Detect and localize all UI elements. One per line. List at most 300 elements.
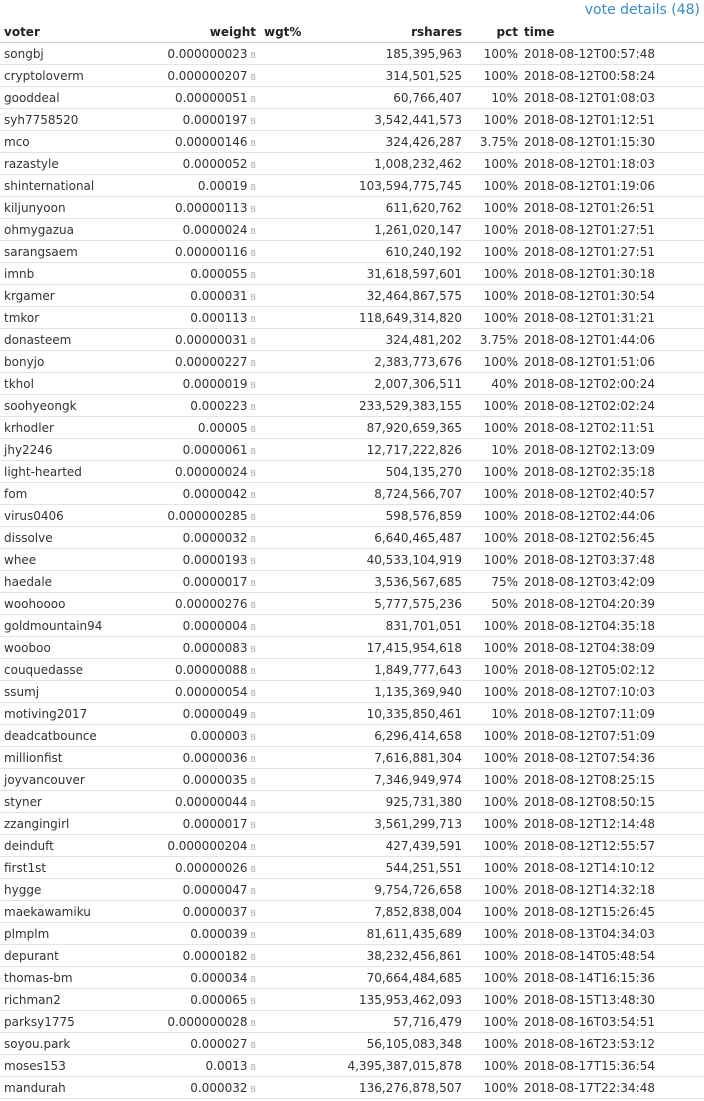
pct-cell: 10% (466, 87, 520, 109)
voter-cell[interactable]: bonyjo (0, 351, 130, 373)
voter-cell[interactable]: moses153 (0, 1055, 130, 1077)
weight-cell (130, 615, 260, 637)
pct-cell: 100% (466, 461, 520, 483)
voter-cell[interactable]: depurant (0, 945, 130, 967)
weight-cell (130, 681, 260, 703)
voter-cell[interactable]: maekawamiku (0, 901, 130, 923)
time-cell: 2018-08-12T01:30:54 (520, 285, 704, 307)
time-cell: 2018-08-12T14:32:18 (520, 879, 704, 901)
weight-value: 0.0000193 (182, 552, 248, 567)
weight-value: 0.000000207 (167, 68, 248, 83)
pct-cell: 100% (466, 285, 520, 307)
weight-unit: B (250, 336, 256, 346)
time-cell: 2018-08-12T02:56:45 (520, 527, 704, 549)
wgt-percent-cell (260, 417, 320, 439)
voter-cell[interactable]: deinduft (0, 835, 130, 857)
rshares-cell: 831,701,051 (320, 615, 466, 637)
wgt-percent-cell (260, 263, 320, 285)
weight-cell (130, 263, 260, 285)
time-cell: 2018-08-12T08:25:15 (520, 769, 704, 791)
voter-cell[interactable]: soohyeongk (0, 395, 130, 417)
voter-cell[interactable]: ohmygazua (0, 219, 130, 241)
table-row (0, 593, 704, 615)
rshares-cell: 185,395,963 (320, 43, 466, 65)
table-row (0, 131, 704, 153)
time-cell: 2018-08-14T05:48:54 (520, 945, 704, 967)
rshares-cell: 10,335,850,461 (320, 703, 466, 725)
weight-unit: B (250, 292, 256, 302)
time-cell: 2018-08-12T01:27:51 (520, 241, 704, 263)
rshares-cell: 5,777,575,236 (320, 593, 466, 615)
weight-value: 0.000055 (190, 266, 248, 281)
rshares-cell: 7,616,881,304 (320, 747, 466, 769)
weight-unit: B (250, 952, 256, 962)
table-row (0, 1033, 704, 1055)
rshares-cell: 118,649,314,820 (320, 307, 466, 329)
rshares-cell: 324,426,287 (320, 131, 466, 153)
rshares-cell: 32,464,867,575 (320, 285, 466, 307)
weight-unit: B (250, 160, 256, 170)
time-cell: 2018-08-12T07:11:09 (520, 703, 704, 725)
weight-cell (130, 813, 260, 835)
rshares-cell: 1,849,777,643 (320, 659, 466, 681)
time-cell: 2018-08-12T02:02:24 (520, 395, 704, 417)
table-row (0, 505, 704, 527)
pct-cell: 100% (466, 1077, 520, 1099)
weight-unit: B (250, 534, 256, 544)
wgt-percent-cell (260, 219, 320, 241)
table-row (0, 153, 704, 175)
weight-value: 0.00000044 (174, 794, 248, 809)
rshares-cell: 87,920,659,365 (320, 417, 466, 439)
table-row (0, 857, 704, 879)
time-cell: 2018-08-16T23:53:12 (520, 1033, 704, 1055)
table-row (0, 197, 704, 219)
voter-cell[interactable]: dissolve (0, 527, 130, 549)
time-cell: 2018-08-12T01:12:51 (520, 109, 704, 131)
time-cell: 2018-08-12T01:51:06 (520, 351, 704, 373)
weight-unit: B (250, 226, 256, 236)
rshares-cell: 3,542,441,573 (320, 109, 466, 131)
table-row (0, 879, 704, 901)
voter-cell[interactable]: whee (0, 549, 130, 571)
voter-cell[interactable]: couquedasse (0, 659, 130, 681)
time-cell: 2018-08-12T04:20:39 (520, 593, 704, 615)
pct-cell: 100% (466, 637, 520, 659)
weight-cell (130, 153, 260, 175)
weight-value: 0.00000031 (174, 332, 248, 347)
weight-cell (130, 329, 260, 351)
voter-cell[interactable]: krgamer (0, 285, 130, 307)
voter-cell[interactable]: hygge (0, 879, 130, 901)
voter-cell[interactable]: jhy2246 (0, 439, 130, 461)
weight-value: 0.00000054 (174, 684, 248, 699)
weight-value: 0.000000285 (167, 508, 248, 523)
weight-unit: B (250, 666, 256, 676)
wgt-percent-cell (260, 373, 320, 395)
weight-value: 0.00000024 (174, 464, 248, 479)
wgt-percent-cell (260, 241, 320, 263)
pct-cell: 100% (466, 879, 520, 901)
rshares-cell: 70,664,484,685 (320, 967, 466, 989)
time-cell: 2018-08-12T02:13:09 (520, 439, 704, 461)
table-row (0, 549, 704, 571)
pct-cell: 100% (466, 65, 520, 87)
time-cell: 2018-08-12T01:26:51 (520, 197, 704, 219)
weight-cell (130, 593, 260, 615)
rshares-cell: 544,251,551 (320, 857, 466, 879)
weight-cell (130, 241, 260, 263)
voter-cell[interactable]: richman2 (0, 989, 130, 1011)
rshares-cell: 136,276,878,507 (320, 1077, 466, 1099)
rshares-cell: 7,346,949,974 (320, 769, 466, 791)
weight-value: 0.00000026 (174, 860, 248, 875)
time-cell: 2018-08-12T01:19:06 (520, 175, 704, 197)
table-row (0, 43, 704, 65)
weight-unit: B (250, 116, 256, 126)
voter-cell[interactable]: mandurah (0, 1077, 130, 1099)
time-cell: 2018-08-12T07:10:03 (520, 681, 704, 703)
voter-cell[interactable]: soyou.park (0, 1033, 130, 1055)
table-row (0, 65, 704, 87)
pct-cell: 100% (466, 989, 520, 1011)
time-cell: 2018-08-12T03:37:48 (520, 549, 704, 571)
weight-value: 0.0000035 (182, 772, 248, 787)
pct-cell: 100% (466, 769, 520, 791)
voter-cell[interactable]: syh7758520 (0, 109, 130, 131)
rshares-cell: 504,135,270 (320, 461, 466, 483)
table-row (0, 835, 704, 857)
rshares-cell: 135,953,462,093 (320, 989, 466, 1011)
pct-cell: 100% (466, 813, 520, 835)
voter-cell[interactable]: parksy1775 (0, 1011, 130, 1033)
voter-cell[interactable]: sarangsaem (0, 241, 130, 263)
weight-value: 0.00000146 (174, 134, 248, 149)
weight-cell (130, 461, 260, 483)
wgt-percent-cell (260, 615, 320, 637)
time-cell: 2018-08-12T08:50:15 (520, 791, 704, 813)
wgt-percent-cell (260, 593, 320, 615)
weight-unit: B (250, 314, 256, 324)
weight-value: 0.000000028 (167, 1014, 248, 1029)
time-cell: 2018-08-12T04:38:09 (520, 637, 704, 659)
voter-cell[interactable]: plmplm (0, 923, 130, 945)
weight-unit: B (250, 380, 256, 390)
weight-unit: B (250, 688, 256, 698)
voter-cell[interactable]: cryptoloverm (0, 65, 130, 87)
weight-cell (130, 285, 260, 307)
pct-cell: 50% (466, 593, 520, 615)
pct-cell: 100% (466, 417, 520, 439)
weight-cell (130, 483, 260, 505)
voter-cell[interactable]: tkhol (0, 373, 130, 395)
time-cell: 2018-08-12T12:55:57 (520, 835, 704, 857)
pct-cell: 3.75% (466, 131, 520, 153)
voter-cell[interactable]: songbj (0, 43, 130, 65)
column-header-voter[interactable]: voter (0, 21, 130, 43)
wgt-percent-cell (260, 945, 320, 967)
rshares-cell: 324,481,202 (320, 329, 466, 351)
weight-value: 0.0000032 (182, 530, 248, 545)
weight-cell (130, 351, 260, 373)
table-row (0, 109, 704, 131)
weight-cell (130, 967, 260, 989)
weight-value: 0.0000017 (182, 816, 248, 831)
time-cell: 2018-08-12T01:18:03 (520, 153, 704, 175)
table-row (0, 769, 704, 791)
weight-value: 0.000039 (190, 926, 248, 941)
wgt-percent-cell (260, 461, 320, 483)
pct-cell: 100% (466, 219, 520, 241)
time-cell: 2018-08-12T01:44:06 (520, 329, 704, 351)
weight-cell (130, 791, 260, 813)
voter-cell[interactable]: gooddeal (0, 87, 130, 109)
table-row (0, 725, 704, 747)
time-cell: 2018-08-12T05:02:12 (520, 659, 704, 681)
wgt-percent-cell (260, 285, 320, 307)
weight-unit: B (250, 600, 256, 610)
voter-cell[interactable]: shinternational (0, 175, 130, 197)
table-row (0, 329, 704, 351)
table-row (0, 87, 704, 109)
weight-cell (130, 571, 260, 593)
table-row (0, 901, 704, 923)
weight-value: 0.0000042 (182, 486, 248, 501)
weight-value: 0.0000037 (182, 904, 248, 919)
pct-cell: 100% (466, 1011, 520, 1033)
weight-value: 0.0000036 (182, 750, 248, 765)
weight-value: 0.00000116 (174, 244, 248, 259)
time-cell: 2018-08-12T04:35:18 (520, 615, 704, 637)
voter-cell[interactable]: millionfist (0, 747, 130, 769)
pct-cell: 100% (466, 857, 520, 879)
weight-cell (130, 659, 260, 681)
weight-unit: B (250, 886, 256, 896)
wgt-percent-cell (260, 725, 320, 747)
rshares-cell: 1,008,232,462 (320, 153, 466, 175)
wgt-percent-cell (260, 109, 320, 131)
weight-unit: B (250, 358, 256, 368)
rshares-cell: 2,383,773,676 (320, 351, 466, 373)
table-row (0, 813, 704, 835)
weight-cell (130, 219, 260, 241)
wgt-percent-cell (260, 439, 320, 461)
wgt-percent-cell (260, 43, 320, 65)
rshares-cell: 8,724,566,707 (320, 483, 466, 505)
voter-cell[interactable]: tmkor (0, 307, 130, 329)
weight-value: 0.00019 (197, 178, 248, 193)
rshares-cell: 3,536,567,685 (320, 571, 466, 593)
time-cell: 2018-08-13T04:34:03 (520, 923, 704, 945)
pct-cell: 75% (466, 571, 520, 593)
rshares-cell: 598,576,859 (320, 505, 466, 527)
voter-cell[interactable]: joyvancouver (0, 769, 130, 791)
voter-cell[interactable]: fom (0, 483, 130, 505)
wgt-percent-cell (260, 747, 320, 769)
wgt-percent-cell (260, 307, 320, 329)
weight-unit: B (250, 864, 256, 874)
table-row (0, 373, 704, 395)
table-row (0, 637, 704, 659)
top-bar (0, 0, 704, 21)
pct-cell: 100% (466, 43, 520, 65)
pct-cell: 3.75% (466, 329, 520, 351)
voter-cell[interactable]: kiljunyoon (0, 197, 130, 219)
voter-cell[interactable]: donasteem (0, 329, 130, 351)
voter-cell[interactable]: haedale (0, 571, 130, 593)
column-header-weight[interactable]: weight (130, 21, 260, 43)
wgt-percent-cell (260, 329, 320, 351)
pct-cell: 100% (466, 109, 520, 131)
weight-value: 0.0000083 (182, 640, 248, 655)
pct-cell: 100% (466, 483, 520, 505)
weight-unit: B (250, 490, 256, 500)
weight-unit: B (250, 908, 256, 918)
weight-unit: B (250, 248, 256, 258)
voter-cell[interactable]: motiving2017 (0, 703, 130, 725)
column-header-rshares[interactable]: rshares (320, 21, 466, 43)
voter-cell[interactable]: krhodler (0, 417, 130, 439)
pct-cell: 100% (466, 505, 520, 527)
voter-cell[interactable]: razastyle (0, 153, 130, 175)
rshares-cell: 9,754,726,658 (320, 879, 466, 901)
weight-cell (130, 87, 260, 109)
weight-cell (130, 527, 260, 549)
table-row (0, 483, 704, 505)
wgt-percent-cell (260, 769, 320, 791)
weight-value: 0.00000088 (174, 662, 248, 677)
weight-cell (130, 1077, 260, 1099)
wgt-percent-cell (260, 1011, 320, 1033)
voter-cell[interactable]: deadcatbounce (0, 725, 130, 747)
voter-cell[interactable]: woohoooo (0, 593, 130, 615)
weight-unit: B (250, 1062, 256, 1072)
weight-unit: B (250, 556, 256, 566)
pct-cell: 10% (466, 439, 520, 461)
time-cell: 2018-08-12T12:14:48 (520, 813, 704, 835)
weight-unit: B (250, 1018, 256, 1028)
pct-cell: 100% (466, 835, 520, 857)
weight-unit: B (250, 446, 256, 456)
weight-cell (130, 43, 260, 65)
wgt-percent-cell (260, 1055, 320, 1077)
weight-unit: B (250, 622, 256, 632)
time-cell: 2018-08-17T22:34:48 (520, 1077, 704, 1099)
voter-cell[interactable]: imnb (0, 263, 130, 285)
weight-unit: B (250, 138, 256, 148)
rshares-cell: 1,135,369,940 (320, 681, 466, 703)
weight-value: 0.000027 (190, 1036, 248, 1051)
time-cell: 2018-08-12T01:08:03 (520, 87, 704, 109)
column-header-wgt-percent[interactable]: wgt% (260, 21, 320, 43)
wgt-percent-cell (260, 967, 320, 989)
table-row (0, 945, 704, 967)
wgt-percent-cell (260, 395, 320, 417)
pct-cell: 100% (466, 395, 520, 417)
table-row (0, 923, 704, 945)
table-row (0, 351, 704, 373)
time-cell: 2018-08-12T01:31:21 (520, 307, 704, 329)
table-row (0, 417, 704, 439)
rshares-cell: 4,395,387,015,878 (320, 1055, 466, 1077)
weight-cell (130, 417, 260, 439)
time-cell: 2018-08-12T01:15:30 (520, 131, 704, 153)
voter-cell[interactable]: first1st (0, 857, 130, 879)
time-cell: 2018-08-12T07:51:09 (520, 725, 704, 747)
rshares-cell: 17,415,954,618 (320, 637, 466, 659)
pct-cell: 40% (466, 373, 520, 395)
table-row (0, 571, 704, 593)
voter-cell[interactable]: ssumj (0, 681, 130, 703)
table-row (0, 1011, 704, 1033)
weight-value: 0.000003 (190, 728, 248, 743)
rshares-cell: 81,611,435,689 (320, 923, 466, 945)
time-cell: 2018-08-12T02:44:06 (520, 505, 704, 527)
weight-value: 0.000031 (190, 288, 248, 303)
pct-cell: 100% (466, 967, 520, 989)
table-row (0, 439, 704, 461)
rshares-cell: 40,533,104,919 (320, 549, 466, 571)
wgt-percent-cell (260, 549, 320, 571)
weight-cell (130, 835, 260, 857)
voter-cell[interactable]: virus0406 (0, 505, 130, 527)
weight-value: 0.0000052 (182, 156, 248, 171)
vote-details-link[interactable]: vote details (48) (584, 2, 700, 18)
weight-value: 0.0000049 (182, 706, 248, 721)
table-row (0, 681, 704, 703)
weight-value: 0.0000004 (182, 618, 248, 633)
weight-value: 0.0013 (205, 1058, 248, 1073)
column-header-time[interactable]: time (520, 21, 704, 43)
voter-cell[interactable]: mco (0, 131, 130, 153)
time-cell: 2018-08-15T13:48:30 (520, 989, 704, 1011)
voter-cell[interactable]: light-hearted (0, 461, 130, 483)
table-row (0, 791, 704, 813)
weight-value: 0.0000061 (182, 442, 248, 457)
time-cell: 2018-08-12T02:00:24 (520, 373, 704, 395)
wgt-percent-cell (260, 835, 320, 857)
time-cell: 2018-08-12T00:58:24 (520, 65, 704, 87)
time-cell: 2018-08-12T07:54:36 (520, 747, 704, 769)
weight-value: 0.00000051 (174, 90, 248, 105)
wgt-percent-cell (260, 197, 320, 219)
pct-cell: 100% (466, 153, 520, 175)
pct-cell: 100% (466, 901, 520, 923)
rshares-cell: 2,007,306,511 (320, 373, 466, 395)
voter-cell[interactable]: styner (0, 791, 130, 813)
weight-cell (130, 1011, 260, 1033)
weight-unit: B (250, 820, 256, 830)
wgt-percent-cell (260, 901, 320, 923)
weight-value: 0.000065 (190, 992, 248, 1007)
time-cell: 2018-08-12T01:27:51 (520, 219, 704, 241)
voter-cell[interactable]: wooboo (0, 637, 130, 659)
time-cell: 2018-08-14T16:15:36 (520, 967, 704, 989)
pct-cell: 100% (466, 1033, 520, 1055)
wgt-percent-cell (260, 681, 320, 703)
time-cell: 2018-08-12T02:40:57 (520, 483, 704, 505)
table-row (0, 395, 704, 417)
weight-cell (130, 879, 260, 901)
voter-cell[interactable]: zzangingirl (0, 813, 130, 835)
voter-cell[interactable]: thomas-bm (0, 967, 130, 989)
voter-cell[interactable]: goldmountain94 (0, 615, 130, 637)
weight-unit: B (250, 842, 256, 852)
wgt-percent-cell (260, 637, 320, 659)
column-header-pct[interactable]: pct (466, 21, 520, 43)
weight-unit: B (250, 204, 256, 214)
table-row (0, 967, 704, 989)
